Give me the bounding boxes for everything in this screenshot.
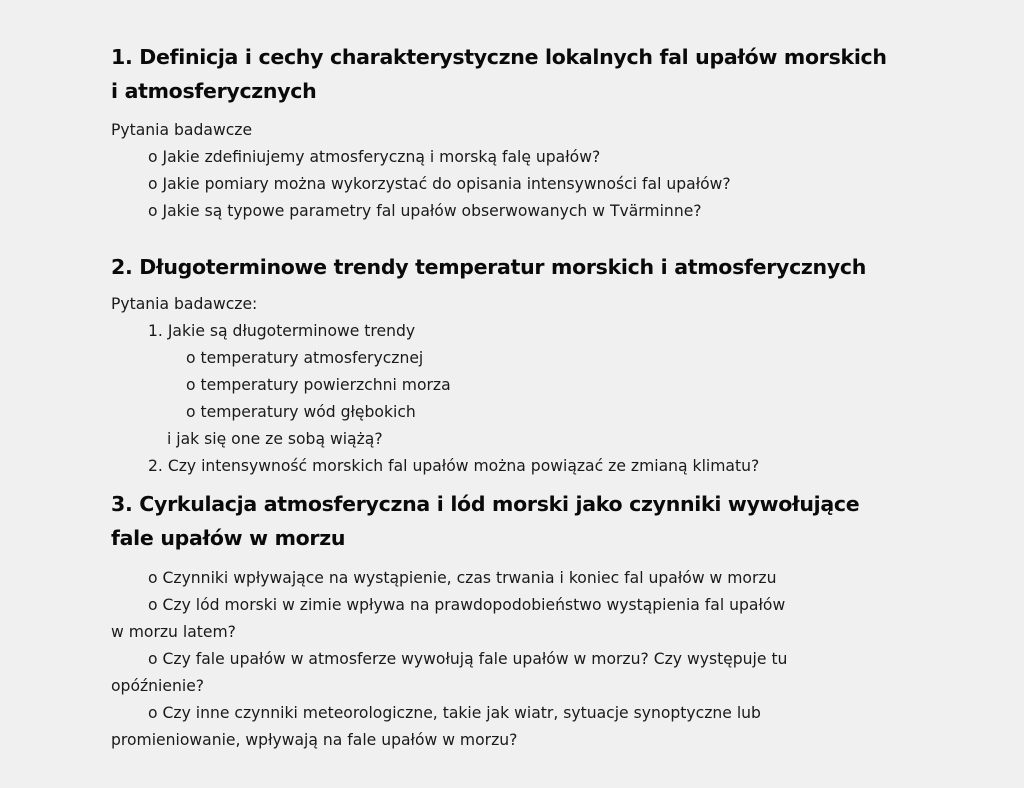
section-1-item-3: o Jakie są typowe parametry fal upałów obserwowanych w Tvärminne? — [148, 202, 702, 220]
section-1-heading-line-1: 1. Definicja i cechy charakterystyczne lokalnych fal upałów morskich — [111, 45, 887, 69]
section-1-heading-line-2: i atmosferycznych — [111, 79, 317, 103]
section-2-question-2: 2. Czy intensywność morskich fal upałów można powiązać ze zmianą klimatu? — [148, 457, 760, 475]
section-3-item-3-line-2: opóźnienie? — [111, 677, 205, 695]
section-3-item-2-line-1: o Czy lód morski w zimie wpływa na prawdopodobieństwo wystąpienia fal upałów — [148, 596, 786, 614]
section-3-heading-line-2: fale upałów w morzu — [111, 526, 346, 550]
section-2-question-1: 1. Jakie są długoterminowe trendy — [148, 322, 416, 340]
section-3-item-4-line-1: o Czy inne czynniki meteorologiczne, takie jak wiatr, sytuacje synoptyczne lub — [148, 704, 761, 722]
section-2-sub-item-2: o temperatury powierzchni morza — [186, 376, 451, 394]
section-3-item-2-line-2: w morzu latem? — [111, 623, 236, 641]
section-1-item-2: o Jakie pomiary można wykorzystać do opisania intensywności fal upałów? — [148, 175, 731, 193]
section-3-item-3-line-1: o Czy fale upałów w atmosferze wywołują fale upałów w morzu? Czy występuje tu — [148, 650, 788, 668]
section-1-intro: Pytania badawcze — [111, 121, 253, 139]
section-2-intro: Pytania badawcze: — [111, 295, 258, 313]
section-3-item-4-line-2: promieniowanie, wpływają na fale upałów w morzu? — [111, 731, 518, 749]
section-3-item-1: o Czynniki wpływające na wystąpienie, czas trwania i koniec fal upałów w morzu — [148, 569, 777, 587]
section-2-question-1-tail: i jak się one ze sobą wiążą? — [167, 430, 383, 448]
section-3-heading-line-1: 3. Cyrkulacja atmosferyczna i lód morski jako czynniki wywołujące — [111, 492, 860, 516]
section-2-sub-item-1: o temperatury atmosferycznej — [186, 349, 424, 367]
section-2-heading: 2. Długoterminowe trendy temperatur morskich i atmosferycznych — [111, 255, 867, 279]
section-2-sub-item-3: o temperatury wód głębokich — [186, 403, 416, 421]
section-1-item-1: o Jakie zdefiniujemy atmosferyczną i morską falę upałów? — [148, 148, 601, 166]
